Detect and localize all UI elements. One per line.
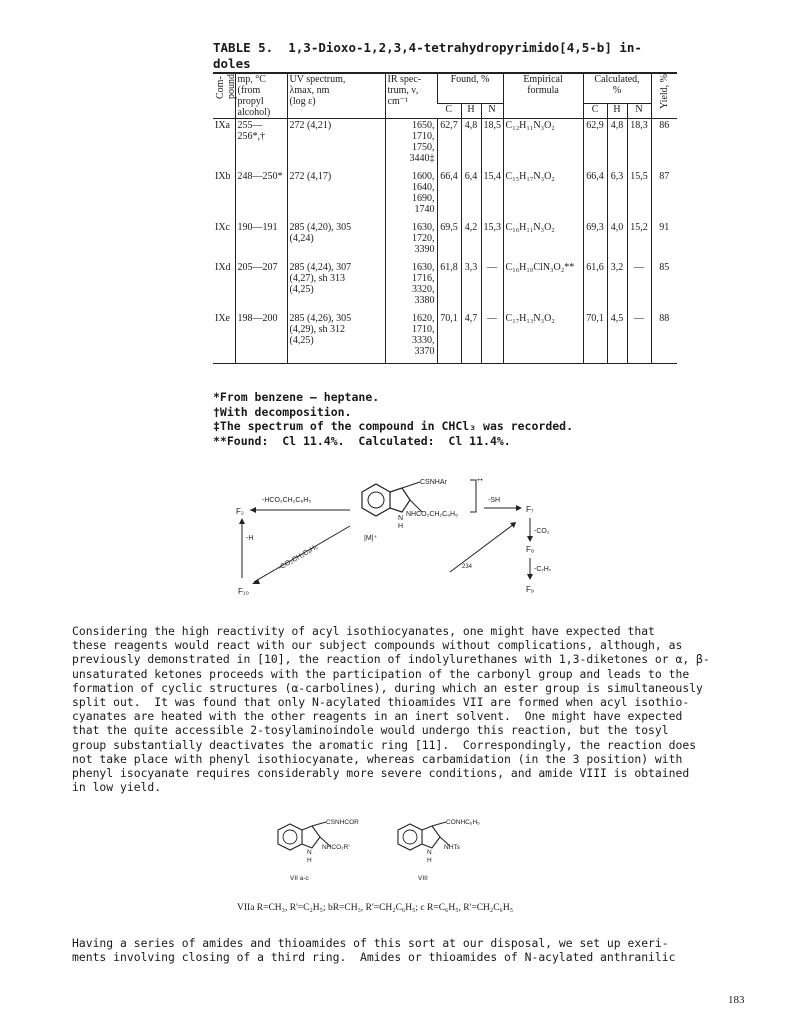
ir-value: 3330, [412,335,435,346]
fragmentation-scheme [230,478,590,600]
f10-label: F₁₀ [238,587,249,596]
cell-calc-n: 15,5 [627,170,651,221]
structure-viii [398,819,480,882]
cell-yield: 86 [651,119,677,171]
ir-value: 3320, [412,284,435,295]
cell-found-n: 15,3 [481,221,503,261]
cell-formula: C₁₆H₁₀ClN₃O₂** [503,261,583,312]
viii-nh: N [427,849,432,856]
loss-sh: -SH [488,497,501,504]
ir-value: 1710, [412,324,435,335]
cell-compound: IXd [215,262,231,273]
cell-compound: IXe [213,312,235,364]
cell-mp: 190—191 [235,221,287,261]
ir-value: 1716, [412,273,435,284]
footnote: **Found: Cl 11.4%. Calculated: Cl 11.4%. [213,433,511,448]
ir-value: 1600, [412,171,435,182]
ir-value: 1720, [412,233,435,244]
cell-found-n: — [481,312,503,364]
header-found-c: C [437,103,461,118]
cell-ir [385,221,437,261]
header-calc-c: C [583,103,607,118]
header-calculated: Calculated, % [583,73,651,103]
table-row [213,261,677,312]
footnote: *From benzene — heptane. [213,390,380,404]
cell-found-c: 61,8 [437,261,461,312]
header-found-n: N [481,103,503,118]
f7-label: F₇ [526,505,534,514]
radical-cation: +• [477,478,483,484]
structure-vii [278,819,359,882]
cell-yield: 88 [651,312,677,364]
benzene-ring [362,484,390,516]
ir-value: 1630, [412,262,435,273]
table-row [213,312,677,364]
table-row [213,221,677,261]
cell-found-h: 4,8 [461,119,481,171]
cell-found-c: 69,5 [437,221,461,261]
paragraph-2: Having a series of amides and thioamides of this sort at our disposal, we set up exeri- ments involving closing of a third ring. Amides or thioamides of N-acylated anthranilic [72,936,676,965]
cell-ir [385,119,437,171]
header-uv: UV spectrum, λmax, nm (log ε) [287,73,385,119]
structures-scheme [260,816,520,888]
cell-calc-h: 6,3 [607,170,627,221]
cell-calc-c: 69,3 [583,221,607,261]
cell-found-n: — [481,261,503,312]
header-mp: mp, °C (from propyl alcohol) [235,73,287,119]
mass-234: 234 [462,564,473,570]
nh-label-h: H [398,523,404,530]
vii-nh: N [307,849,312,856]
cell-uv: 272 (4,21) [287,119,385,171]
data-table [213,72,677,364]
table-row [213,119,677,171]
cell-calc-c: 66,4 [583,170,607,221]
loss-hco2: -HCO₂CH₂C₆H₅ [262,497,312,504]
substituent-csnhar: CSNHAr [420,479,447,486]
table-row [213,170,677,221]
cell-found-c: 62,7 [437,119,461,171]
header-found-h: H [461,103,481,118]
header-ir: IR spec- trum, ν, cm⁻¹ [385,73,437,119]
header-found: Found, % [437,73,503,103]
cell-mp: 198—200 [235,312,287,364]
cell-found-n: 15,4 [481,170,503,221]
loss-c7h7: -C₇H₇ [534,566,552,573]
cell-calc-n: — [627,312,651,364]
header-calc-n: N [627,103,651,118]
cell-found-h: 3,3 [461,261,481,312]
cell-uv: 285 (4,20), 305 (4,24) [287,221,385,261]
vii-nh-h: H [307,857,312,864]
cell-formula: C₁₆H₁₁N₃O₂ [503,221,583,261]
cell-calc-h: 3,2 [607,261,627,312]
cell-mp: 255— 256*,† [235,119,287,171]
f8-label: F₈ [526,545,535,554]
cell-calc-h: 4,8 [607,119,627,171]
table-body [213,119,677,364]
loss-h: -H [246,535,254,542]
cell-uv: 285 (4,24), 307 (4,27), sh 313 (4,25) [287,261,385,312]
paragraph-1: Considering the high reactivity of acyl isothiocyanates, one might have expected that these reagents would react with our subject compounds without complications, although, as previously demonstrated in [10], the reaction of indolylurethanes with 1,3-diketones or α, β- unsaturated ketones proceeds with the participation of the carbonyl group and leads to the formation of cyclic structures (α-carbolines), during which an ester group is simultaneously split out. It was found that only N-acylated thioamides VII are formed when acyl isothio- cyanates are heated with the other reagents in an inert solvent. One might have expected that the quite accessible 2-tosylaminoindole would undergo this reaction, but the tosyl group substantially deactivates the aromatic ring [11]. Correspondingly, the reaction does not take place with phenyl isothiocyanate, whereas carbamidation (in the 3 position) with phenyl isocyanate requires considerably more severe conditions, and amide VIII is obtained in low yield. [72,624,710,795]
ir-value: 1710, [412,131,435,142]
cell-calc-n: — [627,261,651,312]
cell-compound: IXc [215,222,230,233]
pyrrole-ring [390,488,410,512]
f9-label: F₉ [526,585,535,594]
nh-label: N [398,515,404,522]
cell-calc-n: 15,2 [627,221,651,261]
cell-found-c: 66,4 [437,170,461,221]
cell-calc-h: 4,5 [607,312,627,364]
cell-found-n: 18,5 [481,119,503,171]
vii-substituent-bottom: NHCO₂R' [322,844,350,851]
cell-yield: 91 [651,221,677,261]
ir-value: 1690, [412,193,435,204]
structure-legend: VIIa R=CH₃, R'=C₂H₅; bR=CH₃, R'=CH₂C₆H₅; c R=C₆H₅, R'=CH₂C₆H₅ [237,903,514,913]
f2-label: F₂ [236,507,244,516]
substituent-urethane: NHCO₂CH₂C₆H₅ [406,511,458,518]
ir-value: 3370 [414,346,435,357]
cell-compound: IXb [215,171,231,182]
page-number: 183 [728,994,745,1006]
cell-calc-h: 4,0 [607,221,627,261]
cell-calc-n: 18,3 [627,119,651,171]
cell-yield: 85 [651,261,677,312]
cell-formula: C₁₇H₁₃N₃O₂ [503,312,583,364]
cell-ir [385,261,437,312]
viii-substituent-top: CONHC₆H₅ [446,819,480,826]
viii-label: VIII [418,875,428,882]
ir-value: 3440‡ [409,153,435,164]
footnotes [213,390,573,448]
cell-compound: IXa [215,120,230,131]
molecular-ion: |M|⁺ [364,535,378,542]
header-yield: Yield, % [651,73,677,119]
header-calc-h: H [607,103,627,118]
aromatic-circle [368,492,384,508]
loss-co2: -CO₂ [534,528,550,535]
cell-uv: 272 (4,17) [287,170,385,221]
cell-calc-c: 62,9 [583,119,607,171]
cell-formula: C₁₅H₁₇N₃O₂ [503,170,583,221]
cell-mp: 205—207 [235,261,287,312]
cell-mp: 248—250* [235,170,287,221]
ir-value: 3390 [414,244,435,255]
cell-uv: 285 (4,26), 305 (4,29), sh 312 (4,25) [287,312,385,364]
cell-found-c: 70,1 [437,312,461,364]
ir-value: 1740 [414,204,435,215]
ir-value: 1620, [412,313,435,324]
cell-found-h: 6,4 [461,170,481,221]
cell-ir [385,312,437,364]
cell-found-h: 4,7 [461,312,481,364]
ir-value: 3380 [414,295,435,306]
table-caption: TABLE 5. 1,3-Dioxo-1,2,3,4-tetrahydropyrimido[4,5-b] in- doles [213,40,642,71]
ir-value: 1630, [412,222,435,233]
cell-calc-c: 61,6 [583,261,607,312]
footnote: ‡The spectrum of the compound in CHCl₃ was recorded. [213,419,574,433]
vii-substituent-top: CSNHCOR [326,819,359,826]
cell-ir [385,170,437,221]
cell-calc-c: 70,1 [583,312,607,364]
loss-co2ch2: -CO₂CH₂C₆H₅ [277,543,320,572]
vii-label: VII a-c [290,875,309,882]
ir-value: 1750, [412,142,435,153]
ir-value: 1640, [412,182,435,193]
viii-nh-h: H [427,857,432,864]
cell-yield: 87 [651,170,677,221]
ir-value: 1650, [412,120,435,131]
footnote: †With decomposition. [213,404,352,419]
cell-found-h: 4,2 [461,221,481,261]
header-formula: Empirical formula [503,73,583,119]
header-compound: Com- pound [213,73,235,119]
cell-formula: C₁₂H₁₁N₃O₂ [503,119,583,171]
viii-substituent-bottom: NHTs [444,844,460,851]
arrow-234 [450,524,514,572]
